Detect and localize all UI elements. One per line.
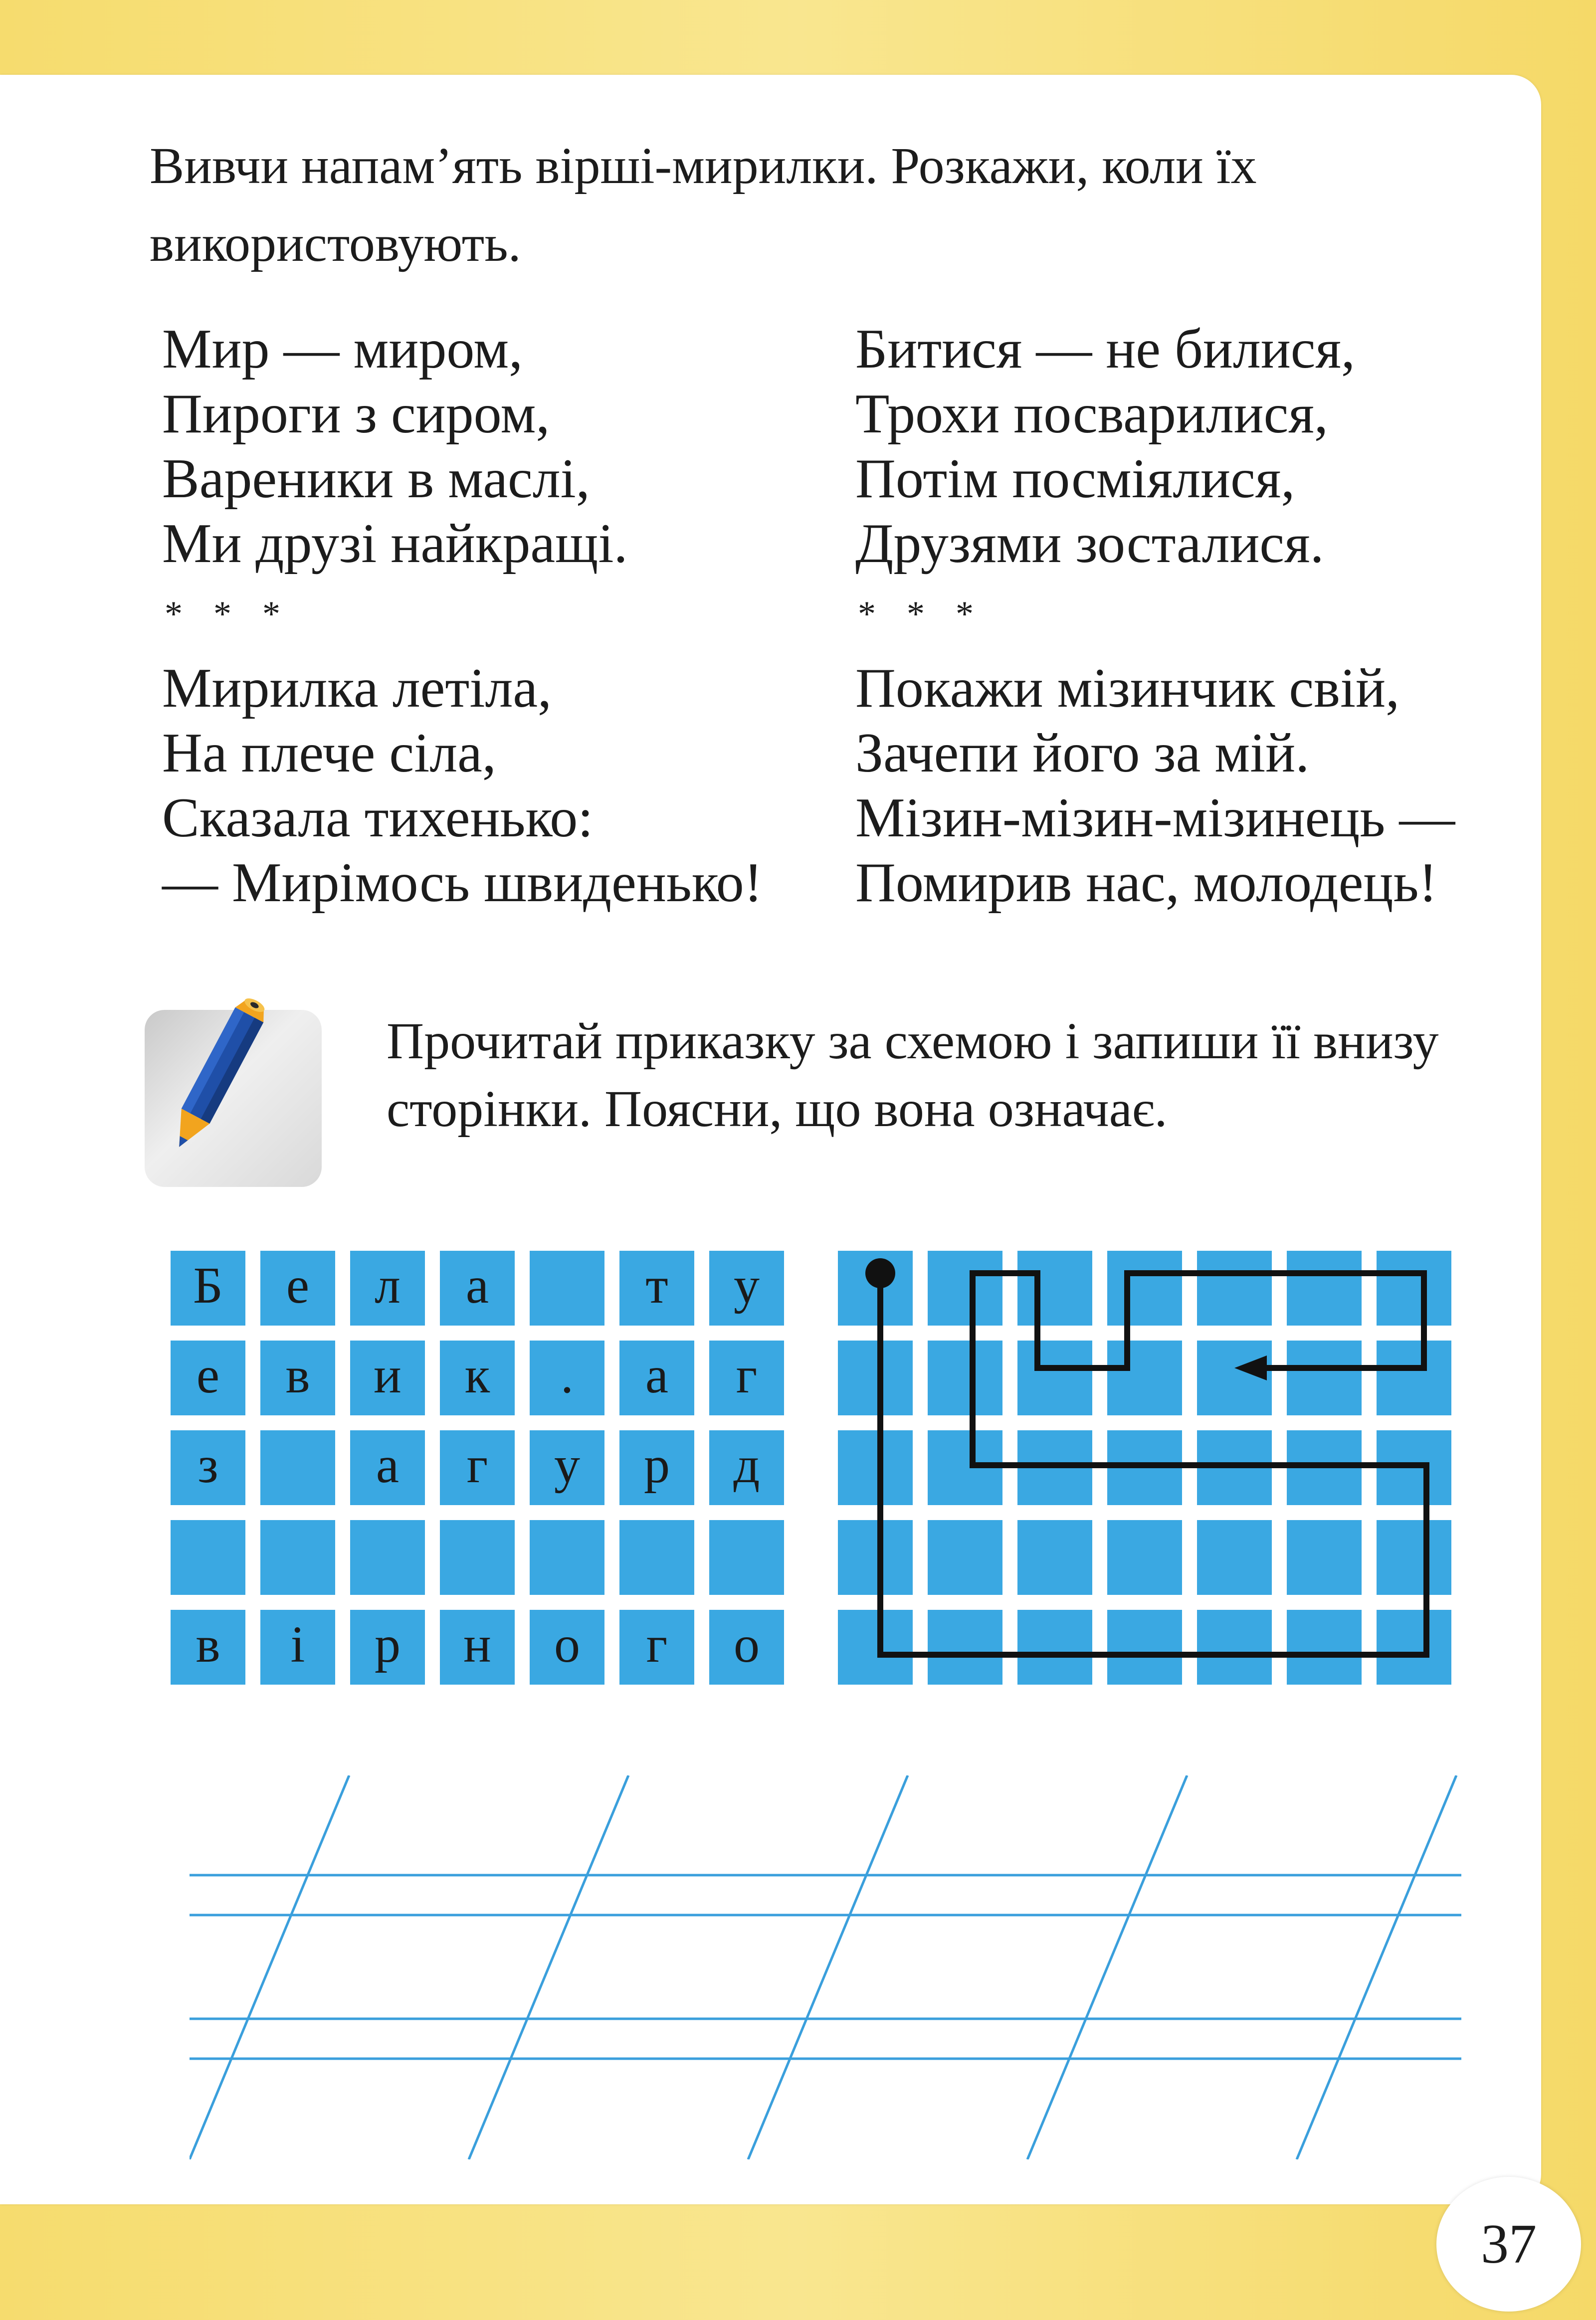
poem-top-left: [162, 317, 627, 576]
poem-bottom-right: [855, 656, 1455, 915]
poem-top-right: [855, 317, 1355, 576]
grid-cell: г: [619, 1610, 694, 1685]
poem-bottom-left: [162, 656, 763, 915]
grid-cell: е: [171, 1341, 245, 1415]
grid-cell: [530, 1520, 604, 1595]
letter-grid: [171, 1251, 799, 1700]
path-scheme-line: [838, 1251, 1451, 1695]
poem-line: — Мирімось швиденько!: [162, 852, 763, 914]
grid-cell: [171, 1520, 245, 1595]
path-scheme: [838, 1251, 1451, 1695]
grid-cell: [350, 1520, 425, 1595]
grid-cell: а: [440, 1251, 515, 1326]
page-number: 37: [1436, 2177, 1581, 2312]
grid-cell: д: [709, 1430, 784, 1505]
poem-line: Сказала тихенько:: [162, 787, 594, 849]
grid-cell: у: [530, 1430, 604, 1505]
grid-cell: г: [440, 1430, 515, 1505]
grid-cell: [260, 1430, 335, 1505]
grid-cell: .: [530, 1341, 604, 1415]
grid-cell: н: [440, 1610, 515, 1685]
grid-cell: з: [171, 1430, 245, 1505]
grid-cell: и: [350, 1341, 425, 1415]
grid-cell: і: [260, 1610, 335, 1685]
poem-line: Битися — не билися,: [855, 318, 1355, 380]
grid-cell: р: [619, 1430, 694, 1505]
grid-cell: [260, 1520, 335, 1595]
poem-line: Помирив нас, молодець!: [855, 852, 1437, 914]
grid-cell: р: [350, 1610, 425, 1685]
task-instruction: Прочитай приказку за схемою і запиши її внизу сторінки. Поясни, що вона означає.: [387, 1012, 1439, 1138]
start-dot-icon: [865, 1258, 895, 1288]
poem-line: Трохи посварилися,: [855, 383, 1328, 445]
arrow-left-icon: [1234, 1355, 1267, 1380]
poem-line: Ми друзі найкращі.: [162, 513, 628, 575]
grid-cell: г: [709, 1341, 784, 1415]
pencil-icon-graphic: [145, 980, 322, 1189]
poem-line: Мирилка летіла,: [162, 657, 552, 719]
grid-cell: [709, 1520, 784, 1595]
stanza-separator: * * *: [858, 594, 985, 634]
grid-cell: а: [619, 1341, 694, 1415]
poem-line: Потім посміялися,: [855, 448, 1295, 510]
grid-cell: [619, 1520, 694, 1595]
poem-line: Пироги з сиром,: [162, 383, 550, 445]
grid-cell: у: [709, 1251, 784, 1326]
stanza-separator: * * *: [165, 594, 291, 634]
grid-cell: Б: [171, 1251, 245, 1326]
grid-cell: [440, 1520, 515, 1595]
grid-cell: е: [260, 1251, 335, 1326]
poem-line: Вареники в маслі,: [162, 448, 590, 510]
pencil-icon: [145, 1010, 322, 1187]
grid-cell: [530, 1251, 604, 1326]
writing-lines[interactable]: [190, 1775, 1466, 2159]
poem-line: Друзями зосталися.: [855, 513, 1324, 575]
grid-cell: в: [260, 1341, 335, 1415]
poem-line: Мир — миром,: [162, 318, 523, 380]
grid-cell: т: [619, 1251, 694, 1326]
grid-cell: в: [171, 1610, 245, 1685]
intro-instruction: Вивчи напам’ять вірші-мирилки. Розкажи, коли їх використовують.: [150, 137, 1257, 272]
poem-line: Покажи мізинчик свій,: [855, 657, 1400, 719]
poem-line: Зачепи його за мій.: [855, 722, 1310, 784]
poem-line: Мізин-мізин-мізинець —: [855, 787, 1455, 849]
grid-cell: л: [350, 1251, 425, 1326]
grid-cell: о: [530, 1610, 604, 1685]
grid-cell: а: [350, 1430, 425, 1505]
poem-line: На плече сіла,: [162, 722, 496, 784]
grid-cell: о: [709, 1610, 784, 1685]
grid-cell: к: [440, 1341, 515, 1415]
